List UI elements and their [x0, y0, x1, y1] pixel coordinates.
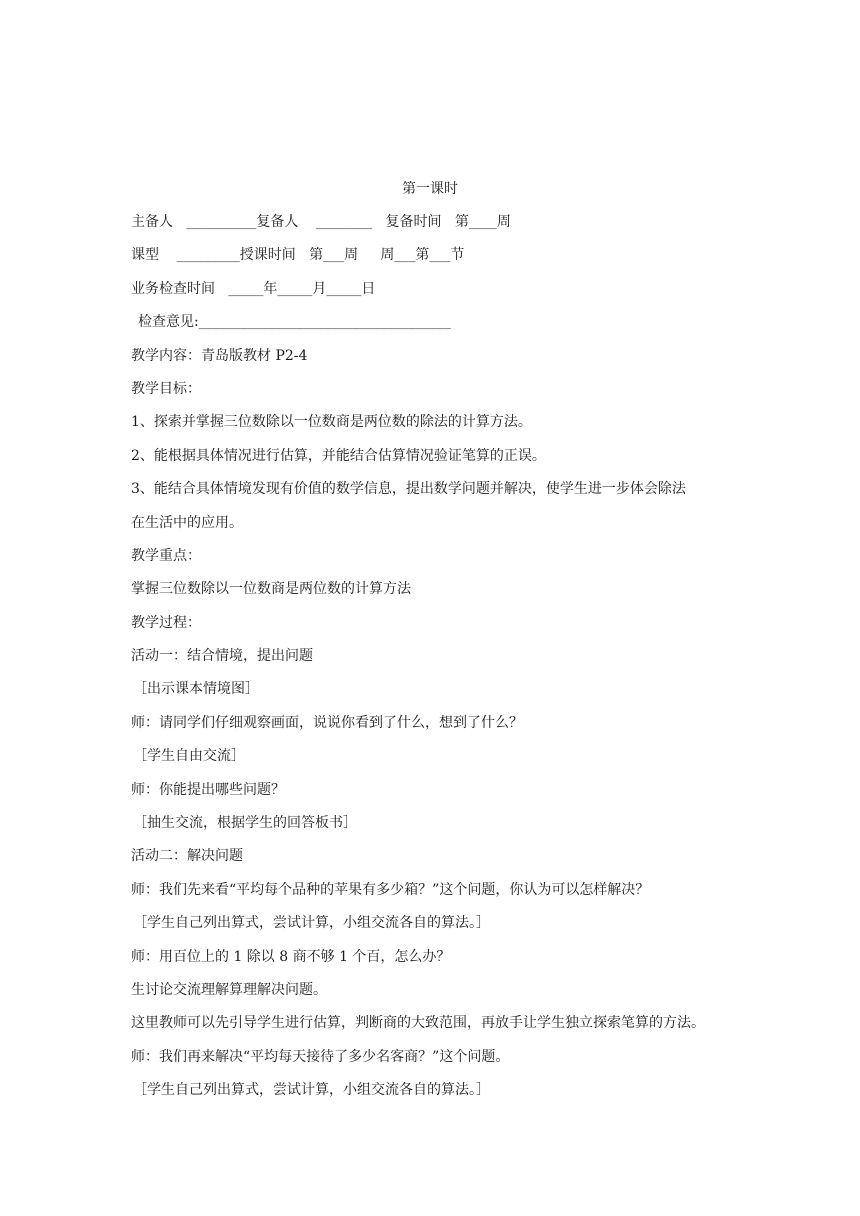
objective-item: 3、能结合具体情境发现有价值的数学信息，提出数学问题并解决，使学生进一步体会除法 [131, 481, 686, 498]
process-line: ［学生自由交流］ [133, 748, 245, 765]
teaching-content: 教学内容：青岛版教材 P2-4 [131, 347, 308, 364]
process-line: ［学生自己列出算式，尝试计算，小组交流各自的算法。］ [133, 915, 490, 932]
section-heading: 教学目标： [131, 380, 201, 397]
process-line: 师：你能提出哪些问题？ [131, 781, 285, 798]
process-line: 师：用百位上的 1 除以 8 商不够 1 个百，怎么办？ [131, 948, 451, 965]
process-line: 师：我们先来看“平均每个品种的苹果有多少箱？”这个问题，你认为可以怎样解决？ [131, 881, 650, 898]
process-line: 师：我们再来解决“平均每天接待了多少名客商？”这个问题。 [131, 1048, 510, 1065]
process-line: 这里教师可以先引导学生进行估算，判断商的大致范围，再放手让学生独立探索笔算的方法。 [131, 1015, 705, 1032]
document-body [131, 212, 741, 1114]
process-line: ［学生自己列出算式，尝试计算，小组交流各自的算法。］ [133, 1082, 490, 1099]
process-line: ［抽生交流，根据学生的回答板书］ [133, 815, 357, 832]
review-comment-line: 检查意见:____________________________________ [138, 314, 451, 331]
objective-item-continuation: 在生活中的应用。 [131, 514, 243, 531]
process-line: 师：请同学们仔细观察画面，说说你看到了什么，想到了什么？ [131, 714, 523, 731]
section-heading: 教学重点： [131, 547, 201, 564]
document-title: 第一课时 [402, 181, 458, 197]
header-info-line: 业务检查时间 _____年_____月_____日 [131, 280, 376, 297]
header-info-line: 课型 _________授课时间 第___周 周___第___节 [131, 247, 465, 264]
objective-item: 2、能根据具体情况进行估算，并能结合估算情况验证笔算的正误。 [131, 447, 546, 464]
activity-heading: 活动一：结合情境，提出问题 [131, 648, 313, 665]
key-point: 掌握三位数除以一位数商是两位数的计算方法 [131, 581, 411, 598]
process-line: ［出示课本情境图］ [133, 681, 259, 698]
activity-heading: 活动二：解决问题 [131, 848, 243, 865]
header-info-line: 主备人 __________复备人 ________ 复备时间 第____周 [131, 214, 511, 230]
section-heading: 教学过程： [131, 614, 201, 631]
process-line: 生讨论交流理解算理解决问题。 [131, 981, 327, 998]
objective-item: 1、探索并掌握三位数除以一位数商是两位数的除法的计算方法。 [131, 414, 532, 431]
